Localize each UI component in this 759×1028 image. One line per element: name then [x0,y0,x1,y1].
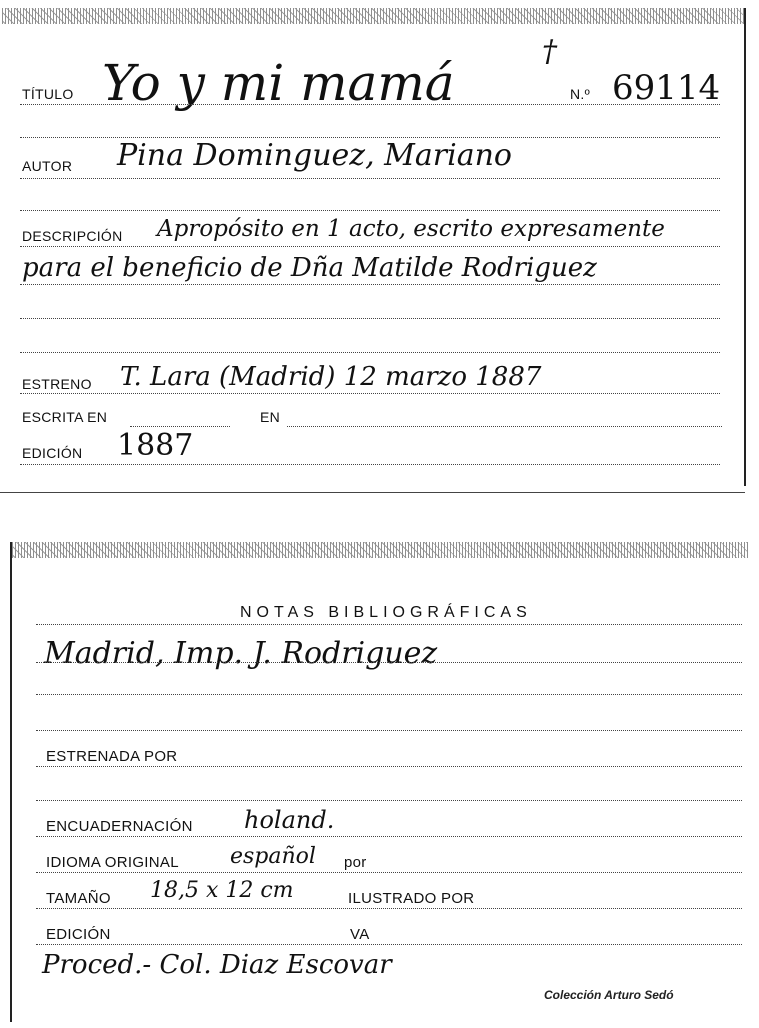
escrita-en-label: ESCRITA EN [22,409,108,425]
edicion-rule [20,464,720,465]
rule-7 [20,318,720,319]
tamano-rule [36,908,742,909]
descripcion-line1: Apropósito en 1 acto, escrito expresamente [157,216,665,242]
proced-value: Proced.- Col. Diaz Escovar [42,950,392,980]
titulo-value: Yo y mi mamá [102,54,455,112]
edicion-label: EDICIÓN [22,445,83,461]
edicion-rule-2 [36,944,742,945]
rule-8 [20,352,720,353]
tamano-value: 18,5 x 12 cm [150,878,294,903]
en-label: EN [260,409,281,425]
notas-line1: Madrid, Imp. J. Rodriguez [44,636,438,671]
heading-rule [36,624,742,625]
titulo-label: TÍTULO [22,86,74,102]
notas-rule-3 [36,730,742,731]
card-top-edge [12,542,748,558]
estreno-value: T. Lara (Madrid) 12 marzo 1887 [120,362,542,392]
tamano-label: TAMAÑO [46,890,111,907]
idioma-rule [36,872,742,873]
edicion-label-2: EDICIÓN [46,926,111,943]
catalog-card-front [2,8,746,486]
descripcion-line2: para el beneficio de Dña Matilde Rodriguez [22,253,597,283]
va-label: VA [350,926,370,943]
escrita-en-rule [130,426,230,427]
estrenada-rule [36,766,742,767]
autor-rule [20,178,720,179]
titulo-rule [20,104,720,105]
card-top-edge [2,8,744,24]
descripcion-rule-2 [20,284,720,285]
notas-rule-5 [36,800,742,801]
encuadernacion-value: holand. [244,806,335,834]
encuadernacion-label: ENCUADERNACIÓN [46,818,193,835]
idioma-label: IDIOMA ORIGINAL [46,854,179,871]
estreno-label: ESTRENO [22,376,92,392]
edicion-value: 1887 [117,428,194,463]
numero-value: 69114 [612,68,721,108]
estrenada-por-label: ESTRENADA POR [46,748,178,765]
estreno-rule [20,393,720,394]
autor-label: AUTOR [22,158,73,174]
notas-rule-2 [36,694,742,695]
rule-4 [20,210,720,211]
catalog-card-back [10,542,748,1022]
en-rule [287,426,722,427]
encuadernacion-rule [36,836,742,837]
notas-heading: NOTAS BIBLIOGRÁFICAS [240,604,532,621]
descripcion-rule [20,246,720,247]
notas-rule-1 [36,662,742,663]
coleccion-label: Colección Arturo Sedó [544,988,674,1002]
numero-label: N.º [570,86,591,102]
descripcion-label: DESCRIPCIÓN [22,228,123,244]
ilustrado-por-label: ILUSTRADO POR [348,890,475,907]
idioma-value: español [230,844,316,869]
autor-value: Pina Dominguez, Mariano [117,138,512,173]
cross-mark: † [542,34,557,69]
por-label: por [344,854,367,871]
card-separator [0,492,745,493]
